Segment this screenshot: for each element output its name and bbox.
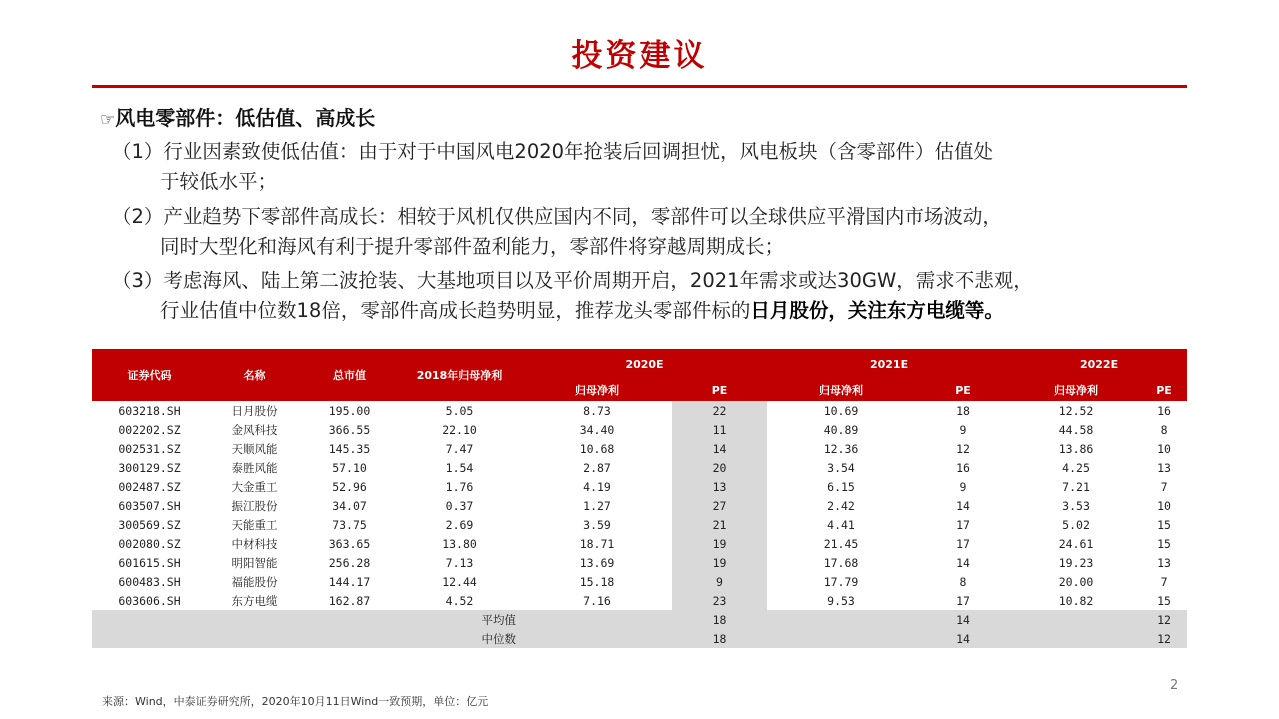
summary-empty: [767, 629, 915, 648]
cell-np2022: 7.21: [1062, 479, 1090, 494]
cell-np2018: 4.52: [445, 593, 474, 608]
cell-name: 大金重工: [231, 479, 278, 494]
table-row: [92, 458, 1187, 477]
cell-pe2020: 22: [672, 401, 767, 420]
table-row: [92, 420, 1187, 439]
cell-pe2020: 14: [672, 439, 767, 458]
header-2022e: 2022E: [1011, 349, 1187, 379]
paragraph-2: [112, 202, 1187, 262]
header-mcap: 总市值: [302, 349, 397, 401]
cell-np2018: 13.80: [442, 536, 477, 551]
cell-mcap: 195.00: [328, 403, 371, 418]
cell-np2020: 1.27: [583, 498, 611, 513]
cell-name: 福能股份: [231, 574, 278, 589]
cell-np2018: 7.47: [445, 441, 474, 456]
cell-code: 002487.SZ: [118, 479, 181, 494]
section-heading-text: 风电零部件：低估值、高成长: [115, 106, 376, 130]
header-2021e: 2021E: [767, 349, 1011, 379]
header-np-2021: 归母净利: [767, 379, 915, 401]
cell-pe2020: 23: [672, 591, 767, 610]
table-row: [92, 591, 1187, 610]
cell-pe2022: 7: [1160, 574, 1168, 589]
cell-name: 天能重工: [231, 517, 278, 532]
cell-np2022: 44.58: [1058, 422, 1094, 437]
cell-pe2021: 8: [959, 574, 967, 589]
summary-empty: [1011, 629, 1141, 648]
cell-pe2021: 9: [959, 422, 967, 437]
summary-empty: [522, 629, 672, 648]
cell-np2021: 2.42: [827, 498, 855, 513]
cell-pe2022: 13: [1157, 555, 1171, 570]
cell-pe2022: 15: [1157, 536, 1171, 551]
cell-pe2022: 7: [1160, 479, 1168, 494]
summary-pe2021: 14: [915, 629, 1011, 648]
cell-pe2021: 12: [956, 441, 970, 456]
header-np2018: 2018年归母净利: [397, 349, 522, 401]
summary-pe2020: 18: [672, 610, 767, 629]
summary-label: 中位数: [92, 629, 522, 648]
cell-mcap: 57.10: [332, 460, 367, 475]
table-row: [92, 477, 1187, 496]
cell-code: 601615.SH: [118, 555, 181, 570]
summary-pe2022: 12: [1141, 629, 1187, 648]
cell-pe2021: 14: [956, 555, 970, 570]
cell-np2021: 17.79: [823, 574, 859, 589]
summary-empty: [1011, 610, 1141, 629]
cell-pe2022: 15: [1157, 517, 1171, 532]
cell-code: 603218.SH: [118, 403, 181, 418]
cell-mcap: 52.96: [332, 479, 367, 494]
cell-code: 603606.SH: [118, 593, 181, 608]
summary-label: 平均值: [92, 610, 522, 629]
header-pe-2021: PE: [915, 379, 1011, 401]
cell-np2020: 4.19: [583, 479, 611, 494]
cell-mcap: 34.07: [332, 498, 367, 513]
valuation-table: [92, 349, 1187, 648]
cell-code: 603507.SH: [118, 498, 181, 513]
cell-mcap: 73.75: [332, 517, 367, 532]
cell-np2021: 9.53: [827, 593, 855, 608]
cell-np2020: 3.59: [583, 517, 611, 532]
cell-np2021: 3.54: [827, 460, 855, 475]
paragraph-1-line-1: （1）行业因素致使低估值：由于对于中国风电2020年抢装后回调担忧，风电板块（含零部件）估值处: [112, 140, 994, 163]
cell-code: 300129.SZ: [118, 460, 181, 475]
section-heading: [100, 102, 375, 131]
cell-np2022: 5.02: [1062, 517, 1090, 532]
cell-name: 日月股份: [231, 403, 278, 418]
cell-code: 002531.SZ: [118, 441, 181, 456]
cell-pe2022: 15: [1157, 593, 1171, 608]
header-2020e: 2020E: [522, 349, 767, 379]
cell-np2018: 2.69: [445, 517, 474, 532]
cell-name: 泰胜风能: [231, 460, 278, 475]
table-row: [92, 401, 1187, 420]
header-np-2020: 归母净利: [522, 379, 672, 401]
summary-row-average: [92, 610, 1187, 629]
cell-np2021: 12.36: [823, 441, 859, 456]
cell-np2018: 12.44: [442, 574, 477, 589]
cell-pe2022: 8: [1160, 422, 1168, 437]
cell-pe2022: 10: [1157, 441, 1171, 456]
cell-mcap: 162.87: [328, 593, 371, 608]
cell-np2020: 8.73: [583, 403, 611, 418]
summary-pe2020: 18: [672, 629, 767, 648]
table-row: [92, 534, 1187, 553]
paragraph-3-recommendation: 日月股份，关注东方电缆等。: [750, 299, 1004, 322]
title-divider: [92, 85, 1187, 88]
cell-np2020: 13.69: [579, 555, 615, 570]
cell-name: 天顺风能: [231, 441, 278, 456]
cell-code: 002080.SZ: [118, 536, 181, 551]
summary-empty: [767, 610, 915, 629]
cell-pe2021: 17: [956, 536, 970, 551]
cell-pe2021: 9: [959, 479, 967, 494]
cell-mcap: 366.55: [328, 422, 371, 437]
cell-np2020: 10.68: [579, 441, 615, 456]
cell-np2020: 7.16: [583, 593, 611, 608]
table-row: [92, 553, 1187, 572]
cell-np2022: 10.82: [1058, 593, 1094, 608]
page-number: 2: [1170, 678, 1179, 693]
cell-pe2020: 19: [672, 534, 767, 553]
cell-code: 002202.SZ: [118, 422, 181, 437]
cell-np2020: 18.71: [579, 536, 615, 551]
paragraph-2-line-1: （2）产业趋势下零部件高成长：相较于风机仅供应国内不同，零部件可以全球供应平滑国内市场波动，: [112, 205, 1002, 228]
table-row: [92, 572, 1187, 591]
summary-pe2021: 14: [915, 610, 1011, 629]
cell-pe2022: 10: [1157, 498, 1171, 513]
cell-np2022: 20.00: [1058, 574, 1094, 589]
cell-np2022: 3.53: [1062, 498, 1090, 513]
paragraph-3-line-2: [112, 296, 1187, 326]
cell-name: 中材科技: [231, 536, 278, 551]
summary-empty: [522, 610, 672, 629]
cell-np2018: 22.10: [442, 422, 477, 437]
cell-pe2021: 17: [956, 593, 970, 608]
cell-code: 300569.SZ: [118, 517, 181, 532]
cell-pe2021: 16: [956, 460, 970, 475]
cell-np2021: 10.69: [823, 403, 859, 418]
cell-np2018: 0.37: [445, 498, 474, 513]
cell-np2022: 13.86: [1058, 441, 1094, 456]
cell-name: 明阳智能: [231, 555, 278, 570]
cell-np2020: 2.87: [583, 460, 611, 475]
header-code: 证券代码: [92, 349, 207, 401]
header-name: 名称: [207, 349, 302, 401]
cell-np2021: 21.45: [823, 536, 859, 551]
cell-np2020: 34.40: [579, 422, 615, 437]
cell-np2021: 17.68: [823, 555, 859, 570]
paragraph-2-line-2: 同时大型化和海风有利于提升零部件盈利能力，零部件将穿越周期成长；: [160, 235, 785, 258]
cell-pe2020: 20: [672, 458, 767, 477]
cell-mcap: 256.28: [328, 555, 371, 570]
table-row: [92, 439, 1187, 458]
cell-np2018: 7.13: [445, 555, 474, 570]
cell-pe2020: 21: [672, 515, 767, 534]
paragraph-1-line-2: 于较低水平；: [160, 170, 278, 193]
cell-np2022: 4.25: [1062, 460, 1090, 475]
summary-row-median: [92, 629, 1187, 648]
cell-name: 东方电缆: [231, 593, 278, 608]
cell-pe2021: 17: [956, 517, 970, 532]
cell-pe2020: 13: [672, 477, 767, 496]
cell-np2021: 4.41: [827, 517, 855, 532]
cell-np2018: 1.54: [445, 460, 474, 475]
cell-mcap: 144.17: [328, 574, 371, 589]
cell-np2020: 15.18: [579, 574, 615, 589]
cell-name: 金风科技: [231, 422, 278, 437]
paragraph-3-line-2-text: 行业估值中位数18倍，零部件高成长趋势明显，推荐龙头零部件标的: [160, 299, 751, 322]
cell-np2018: 5.05: [445, 403, 474, 418]
header-pe-2022: PE: [1141, 379, 1187, 401]
cell-np2018: 1.76: [445, 479, 474, 494]
header-pe-2020: PE: [672, 379, 767, 401]
cell-np2022: 19.23: [1058, 555, 1094, 570]
header-np-2022: 归母净利: [1011, 379, 1141, 401]
cell-mcap: 363.65: [328, 536, 371, 551]
cell-pe2021: 14: [956, 498, 970, 513]
cell-pe2021: 18: [956, 403, 970, 418]
cell-np2022: 12.52: [1058, 403, 1094, 418]
page-title: 投资建议: [571, 38, 708, 74]
paragraph-3-line-1: （3）考虑海风、陆上第二波抢装、大基地项目以及平价周期开启，2021年需求或达30GW，需求不悲观，: [112, 269, 1033, 292]
cell-pe2022: 16: [1157, 403, 1171, 418]
cell-mcap: 145.35: [328, 441, 371, 456]
cell-code: 600483.SH: [118, 574, 181, 589]
table-row: [92, 496, 1187, 515]
cell-np2021: 40.89: [823, 422, 859, 437]
cell-name: 振江股份: [231, 498, 278, 513]
source-note: 来源：Wind，中泰证券研究所，2020年10月11日Wind一致预期，单位：亿元: [102, 695, 489, 708]
pointing-hand-icon: ☞: [100, 110, 116, 130]
paragraph-3: [112, 266, 1187, 326]
cell-np2021: 6.15: [827, 479, 855, 494]
cell-pe2022: 13: [1157, 460, 1171, 475]
table-row: [92, 515, 1187, 534]
paragraph-1: [112, 137, 1187, 197]
summary-pe2022: 12: [1141, 610, 1187, 629]
cell-pe2020: 9: [672, 572, 767, 591]
cell-pe2020: 27: [672, 496, 767, 515]
cell-np2022: 24.61: [1058, 536, 1094, 551]
cell-pe2020: 19: [672, 553, 767, 572]
cell-pe2020: 11: [672, 420, 767, 439]
